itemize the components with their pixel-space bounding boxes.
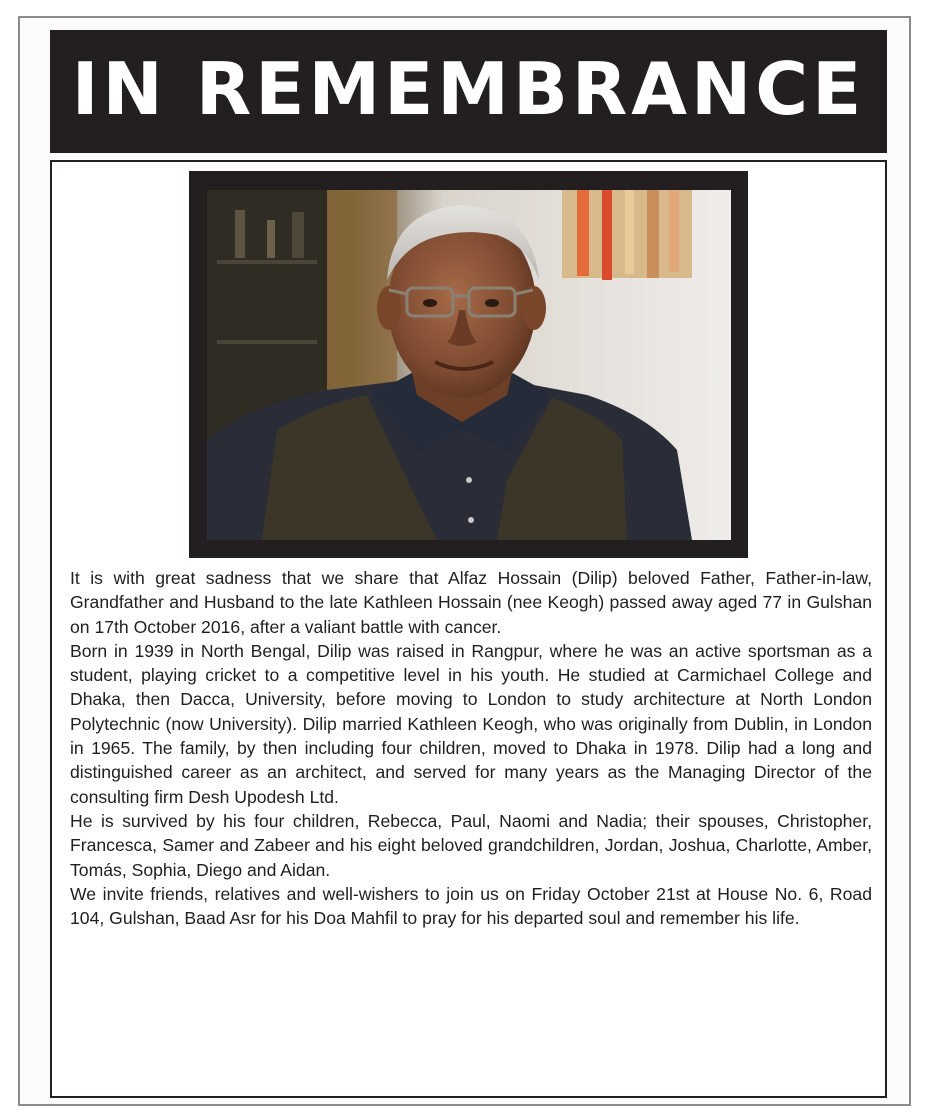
obituary-text (70, 566, 872, 930)
portrait-photo (207, 190, 731, 540)
paragraph-announcement: It is with great sadness that we share that Alfaz Hossain (Dilip) beloved Father, Father-in-law, Grandfather and Husband to the late Kathleen Hossain (nee Keogh) passed away aged 77 in Gulshan on 17th October 2016, after a valiant battle with cancer. (70, 568, 872, 637)
header-banner (50, 30, 887, 153)
paragraph-survivors: He is survived by his four children, Rebecca, Paul, Naomi and Nadia; their spouses, Christopher, Francesca, Samer and Zabeer and his eight beloved grandchildren, Jordan, Joshua, Charlotte, Amber, Tomás, Sophia, Diego and Aidan. (70, 810, 872, 880)
paragraph-biography: Born in 1939 in North Bengal, Dilip was raised in Rangpur, where he was an active sportsman as a student, playing cricket to a competitive level in his youth. He studied at Carmichael College and Dhaka, then Dacca, University, before moving to London to study architecture at North London Polytechnic (now University). Dilip married Kathleen Keogh, who was originally from Dublin, in London in 1965. The family, by then including four children, moved to Dhaka in 1978. Dilip had a long and distinguished career as an architect, and served for many years as the Managing Director of the consulting firm Desh Upodesh Ltd. (70, 640, 872, 807)
page-title: IN REMEMBRANCE (71, 46, 866, 131)
photo-frame (189, 171, 748, 558)
paragraph-invitation: We invite friends, relatives and well-wishers to join us on Friday October 21st at House No. 6, Road 104, Gulshan, Baad Asr for his Doa Mahfil to pray for his departed soul and remember his life. (70, 883, 872, 929)
